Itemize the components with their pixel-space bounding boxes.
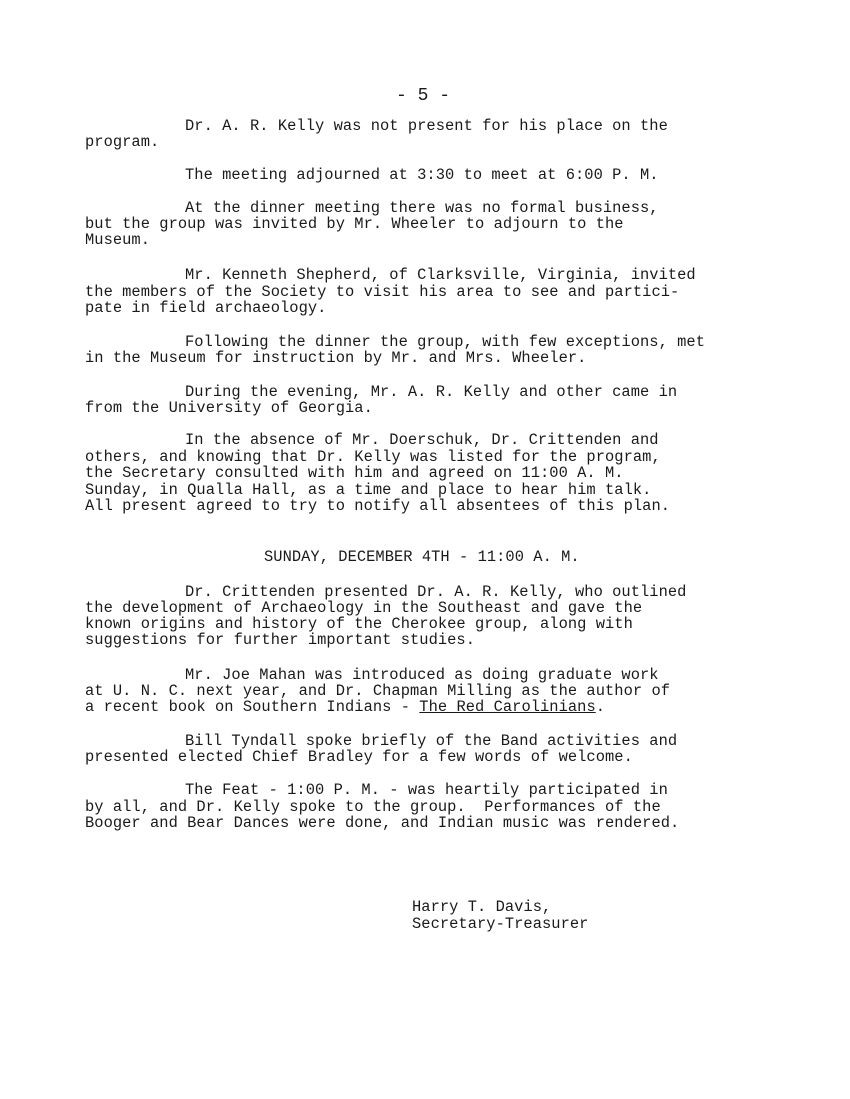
text-line: Dr. Crittenden presented Dr. A. R. Kelly, who outlined bbox=[185, 583, 687, 601]
text-line: In the absence of Mr. Doerschuk, Dr. Crittenden and bbox=[185, 431, 659, 449]
text-line: Museum. bbox=[85, 231, 151, 249]
text-line: from the University of Georgia. bbox=[85, 399, 373, 417]
text-line: Dr. A. R. Kelly was not present for his place on the bbox=[185, 117, 668, 135]
text-line: the development of Archaeology in the Southeast and gave the bbox=[85, 599, 643, 617]
text-line: suggestions for further important studies. bbox=[85, 631, 476, 649]
text-line: the Secretary consulted with him and agreed on 11:00 A. M. bbox=[85, 464, 624, 482]
text-segment: a recent book on Southern Indians - bbox=[85, 698, 420, 716]
text-line: in the Museum for instruction by Mr. and Mrs. Wheeler. bbox=[85, 349, 587, 367]
text-line: Mr. Joe Mahan was introduced as doing graduate work bbox=[185, 666, 659, 684]
text-line: known origins and history of the Cherokee group, along with bbox=[85, 615, 633, 633]
book-title: The Red Carolinians bbox=[419, 698, 596, 716]
text-line: at U. N. C. next year, and Dr. Chapman Milling as the author of bbox=[85, 682, 671, 700]
signature-title: Secretary-Treasurer bbox=[412, 915, 589, 933]
text-line: others, and knowing that Dr. Kelly was listed for the program, bbox=[85, 448, 661, 466]
text-segment: . bbox=[595, 698, 606, 716]
text-line: by all, and Dr. Kelly spoke to the group. Performances of the bbox=[85, 798, 661, 816]
text-line: presented elected Chief Bradley for a few words of welcome. bbox=[85, 748, 633, 766]
section-heading: SUNDAY, DECEMBER 4TH - 11:00 A. M. bbox=[264, 548, 580, 566]
page-number: - 5 - bbox=[396, 86, 451, 106]
text-line: Bill Tyndall spoke briefly of the Band activities and bbox=[185, 732, 678, 750]
text-line: All present agreed to try to notify all absentees of this plan. bbox=[85, 497, 671, 515]
text-line: Mr. Kenneth Shepherd, of Clarksville, Virginia, invited bbox=[185, 266, 696, 284]
text-line: During the evening, Mr. A. R. Kelly and other came in bbox=[185, 383, 678, 401]
text-line: Following the dinner the group, with few exceptions, met bbox=[185, 333, 706, 351]
text-line: the members of the Society to visit his area to see and partici- bbox=[85, 283, 680, 301]
text-line: Booger and Bear Dances were done, and Indian music was rendered. bbox=[85, 814, 680, 832]
text-line bbox=[85, 699, 605, 715]
text-line: Sunday, in Qualla Hall, as a time and place to hear him talk. bbox=[85, 481, 652, 499]
text-line: but the group was invited by Mr. Wheeler to adjourn to the bbox=[85, 215, 624, 233]
text-line: At the dinner meeting there was no formal business, bbox=[185, 199, 659, 217]
text-line: pate in field archaeology. bbox=[85, 299, 327, 317]
text-line: The Feat - 1:00 P. M. - was heartily participated in bbox=[185, 781, 668, 799]
text-line: program. bbox=[85, 133, 160, 151]
text-line: The meeting adjourned at 3:30 to meet at 6:00 P. M. bbox=[185, 166, 659, 184]
signature-name: Harry T. Davis, bbox=[412, 898, 552, 916]
